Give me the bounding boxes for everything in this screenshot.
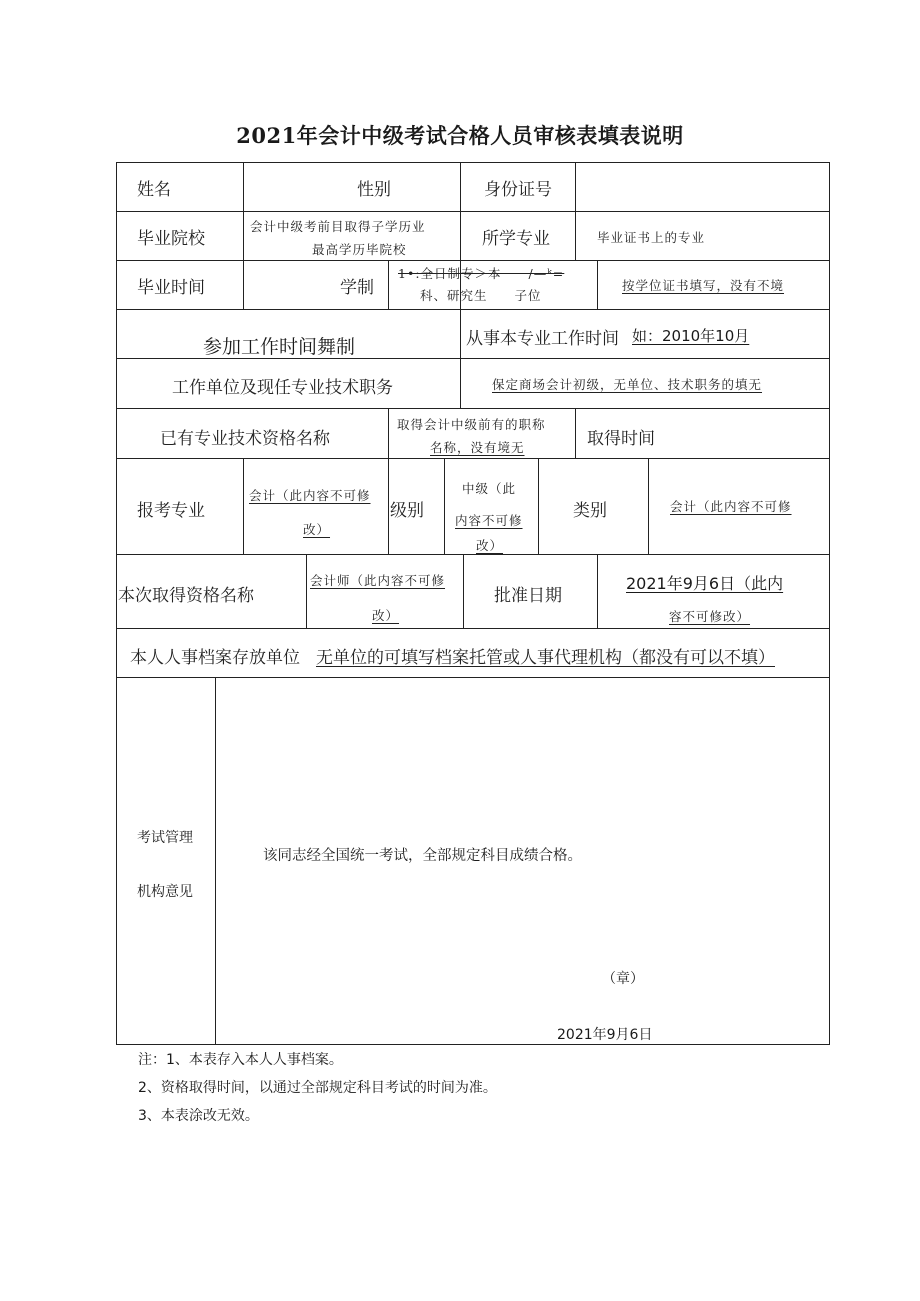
col-divider [575, 408, 576, 458]
level-label: 级别 [390, 501, 424, 521]
row-divider [116, 458, 830, 459]
seal-placeholder: （章） [602, 971, 644, 987]
col-divider [460, 358, 461, 408]
employer-note: 保定商场会计初级，无单位、技术职务的填无 [492, 377, 763, 392]
level-note-line2: 内容不可修 [455, 513, 523, 528]
exam-major-note-line1: 会计（此内容不可修 [249, 488, 371, 503]
table-border-top [116, 162, 830, 163]
existing-qualification-note-line1: 取得会计中级前有的职称 [397, 417, 546, 432]
study-system-note-line2: 科、研究生 子位 [420, 288, 542, 303]
qualification-name-label: 本次取得资格名称 [118, 586, 254, 606]
col-divider [597, 554, 598, 628]
career-time-label: 从事本专业工作时间 [466, 329, 619, 349]
col-divider [388, 408, 389, 458]
col-divider [648, 458, 649, 554]
note-2: 2、资格取得时间，以通过全部规定科目考试的时间为准。 [138, 1080, 497, 1096]
approval-date-label: 批准日期 [494, 586, 562, 606]
level-note-line1: 中级（此 [462, 481, 517, 496]
table-border-right [829, 162, 830, 1044]
career-time-example: 如：2010年10月 [632, 327, 750, 345]
degree-note: 按学位证书填写，没有不境 [622, 278, 785, 293]
opinion-label-line1: 考试管理 [137, 830, 193, 846]
name-label: 姓名 [137, 180, 171, 200]
major-note: 毕业证书上的专业 [597, 230, 706, 245]
col-divider [306, 554, 307, 628]
level-note-line3: 改） [476, 538, 504, 553]
opinion-date: 2021年9月6日 [557, 1027, 653, 1043]
school-note-line1: 会计中级考前目取得子学历业 [250, 219, 426, 234]
col-divider [215, 677, 216, 1044]
row-divider [116, 309, 830, 310]
note-3: 3、本表涂改无效。 [138, 1108, 259, 1124]
school-label: 毕业院校 [137, 229, 205, 249]
study-system-note-line1: 1•:全日制专＞本 /—ᵏ= [398, 266, 565, 281]
col-divider [597, 260, 598, 309]
existing-qualification-label: 已有专业技术资格名称 [160, 429, 330, 449]
category-note: 会计（此内容不可修 [670, 499, 792, 514]
major-label: 所学专业 [482, 229, 550, 249]
table-border-bottom [116, 1044, 830, 1045]
row-divider [116, 628, 830, 629]
gender-label: 性别 [357, 180, 391, 200]
table-border-left [116, 162, 117, 1044]
col-divider [444, 458, 445, 554]
col-divider [243, 162, 244, 309]
work-start-label: 参加工作时间舞制 [203, 336, 356, 358]
existing-qualification-note-line2: 名称，没有境无 [430, 440, 525, 455]
exam-major-label: 报考专业 [137, 501, 205, 521]
page-title: 2021年会计中级考试合格人员审核表填表说明 [236, 123, 684, 148]
graduation-time-label: 毕业时间 [137, 278, 205, 298]
qualification-name-note-line1: 会计师（此内容不可修 [310, 573, 446, 588]
obtain-time-label: 取得时间 [587, 429, 655, 449]
exam-major-note-line2: 改） [303, 522, 331, 537]
col-divider [388, 458, 389, 554]
col-divider [388, 260, 389, 309]
approval-date-note-line2: 容不可修改） [669, 609, 751, 624]
opinion-label-line2: 机构意见 [137, 884, 193, 900]
employer-title-label: 工作单位及现任专业技术职务 [172, 378, 393, 398]
school-note-line2: 最高学历毕院校 [312, 242, 407, 257]
archive-location-note: 无单位的可填写档案托管或人事代理机构（都没有可以不填） [316, 648, 775, 668]
id-number-label: 身份证号 [484, 180, 552, 200]
study-system-label: 学制 [340, 278, 374, 298]
row-divider [116, 408, 830, 409]
approval-date-value: 2021年9月6日（此内 [626, 574, 784, 593]
archive-location-label: 本人人事档案存放单位 [130, 648, 300, 668]
row-divider [116, 677, 830, 678]
category-label: 类别 [573, 501, 607, 521]
note-1: 注：1、本表存入本人人事档案。 [138, 1052, 343, 1068]
col-divider [575, 162, 576, 260]
row-divider [116, 260, 830, 261]
row-divider [116, 554, 830, 555]
qualification-name-note-line2: 改） [372, 608, 400, 623]
col-divider [463, 554, 464, 628]
opinion-text: 该同志经全国统一考试，全部规定科目成绩合格。 [263, 848, 582, 864]
row-divider [116, 211, 830, 212]
col-divider [243, 458, 244, 554]
col-divider [538, 458, 539, 554]
col-divider [460, 309, 461, 358]
